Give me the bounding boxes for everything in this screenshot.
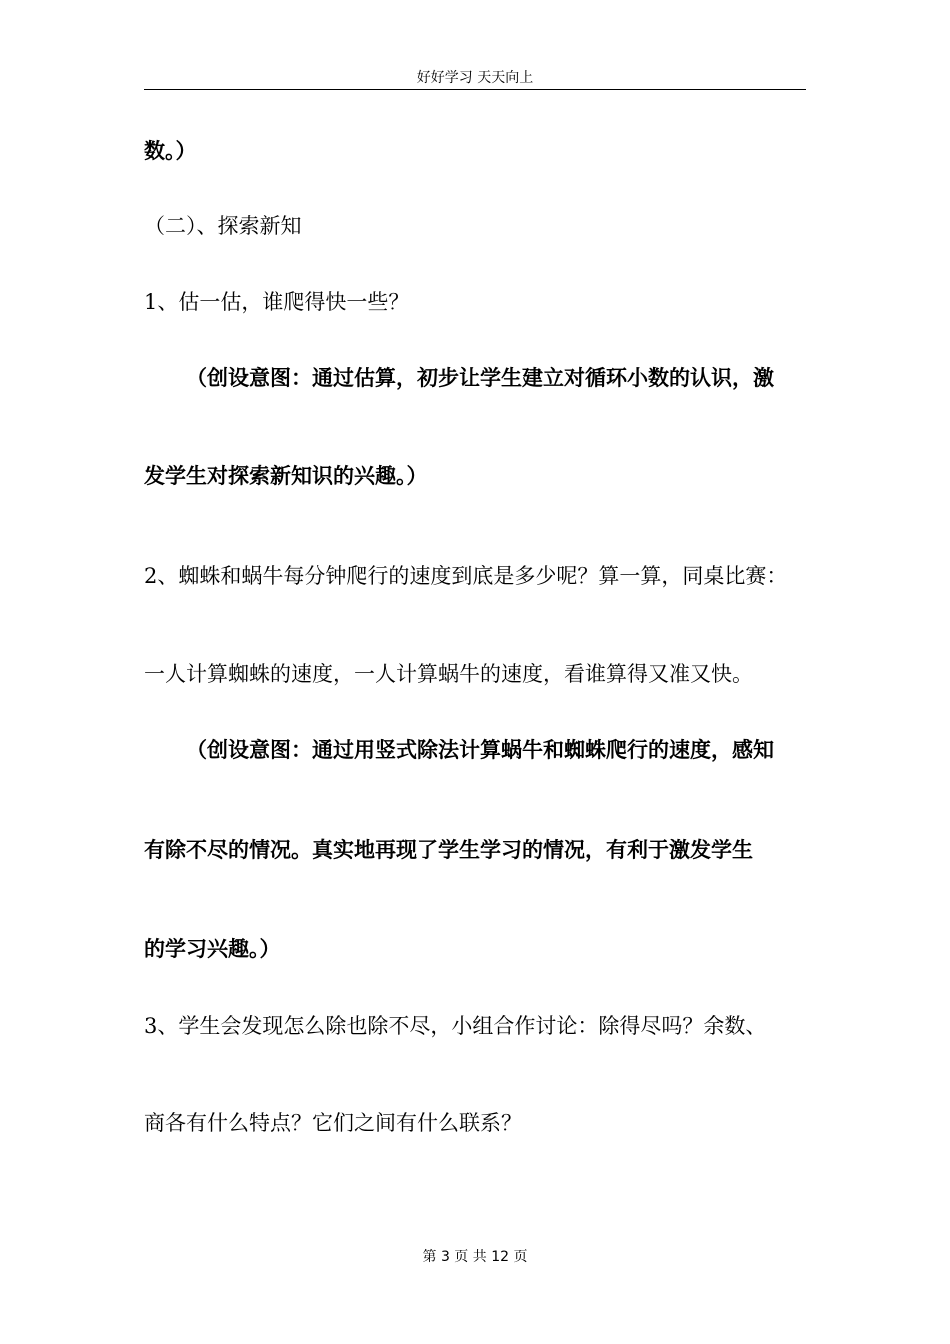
page-header: 好好学习 天天向上: [416, 70, 534, 86]
text-line-12: 商各有什么特点？它们之间有什么联系？: [144, 1111, 522, 1135]
header-divider: [144, 89, 806, 90]
design-intent-2-line-2: 有除不尽的情况。真实地再现了学生学习的情况，有利于激发学生: [144, 837, 753, 862]
design-intent-1-line-1: （创设意图：通过估算，初步让学生建立对循环小数的认识，激: [186, 365, 774, 390]
text-line-6: 2、蜘蛛和蜗牛每分钟爬行的速度到底是多少呢？算一算，同桌比赛：: [144, 564, 788, 588]
design-intent-2-line-1: （创设意图：通过用竖式除法计算蜗牛和蜘蛛爬行的速度，感知: [186, 737, 774, 762]
section-heading: （二）、探索新知: [144, 214, 302, 238]
design-intent-2-line-3: 的学习兴趣。）: [144, 936, 281, 961]
text-line-7: 一人计算蜘蛛的速度，一人计算蜗牛的速度，看谁算得又准又快。: [144, 662, 753, 686]
page-number: 第 3 页 共 12 页: [422, 1249, 528, 1265]
text-line-11: 3、学生会发现怎么除也除不尽，小组合作讨论：除得尽吗？余数、: [144, 1014, 767, 1038]
design-intent-1-line-2: 发学生对探索新知识的兴趣。）: [144, 463, 428, 488]
text-line-1: 数。）: [144, 138, 197, 163]
text-line-3: 1、估一估，谁爬得快一些？: [144, 290, 410, 314]
